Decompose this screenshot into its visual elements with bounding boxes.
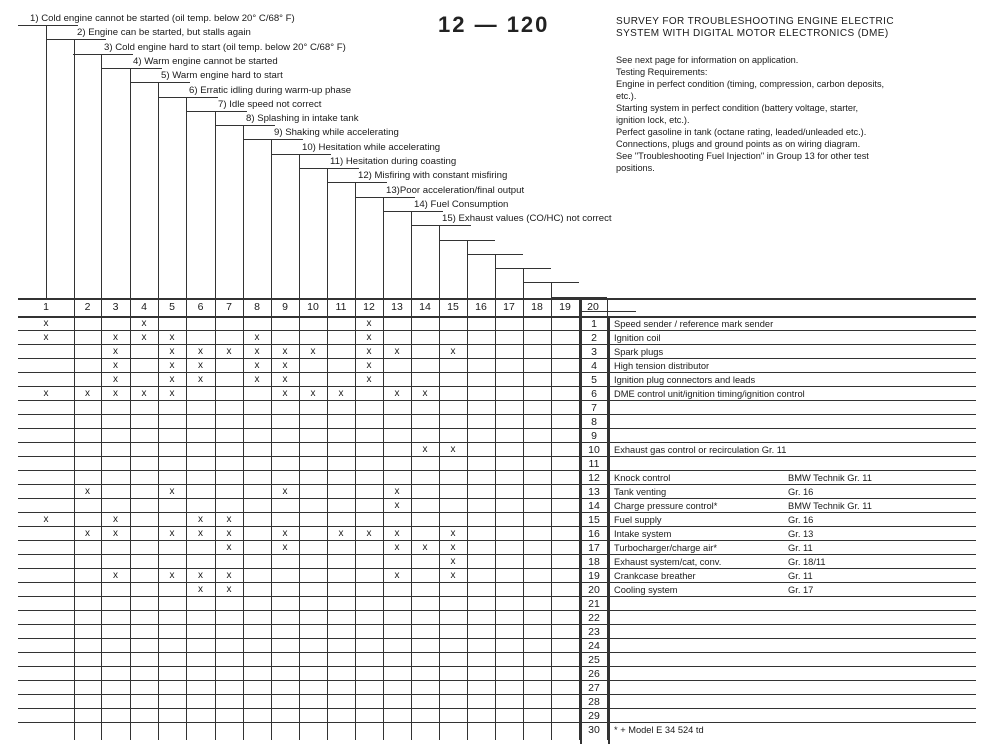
component-reference: Gr. 11	[788, 571, 813, 581]
matrix-mark: x	[198, 374, 203, 385]
component-number: 23	[588, 626, 600, 638]
column-guide-line	[271, 139, 272, 298]
matrix-mark: x	[43, 514, 49, 525]
matrix-mark: x	[282, 346, 288, 357]
column-header: 4	[141, 301, 147, 313]
matrix-mark: x	[226, 514, 232, 525]
matrix-mark: x	[366, 528, 372, 539]
component-number: 3	[591, 346, 597, 358]
column-guide-line	[74, 39, 75, 298]
matrix-mark: x	[141, 332, 147, 343]
symptom-bracket-line	[355, 197, 415, 198]
component-number: 13	[588, 486, 600, 498]
column-header: 14	[419, 301, 431, 313]
symptom-label: 6) Erratic idling during warm-up phase	[189, 84, 352, 96]
component-name: Tank venting	[614, 487, 667, 497]
component-number: 21	[588, 598, 600, 610]
grid-column-line	[130, 298, 131, 740]
component-number: 15	[588, 514, 600, 526]
matrix-mark: x	[394, 542, 400, 553]
component-number: 5	[591, 374, 597, 386]
symptom-label: 12) Misfiring with constant misfiring	[358, 170, 508, 182]
symptom-label: 11) Hesitation during coasting	[330, 156, 457, 167]
column-header: 1	[43, 301, 49, 313]
component-row-line	[580, 610, 976, 611]
matrix-mark: x	[85, 486, 90, 497]
symptom-label: 3) Cold engine hard to start (oil temp. below 20° C/68° F)	[104, 41, 346, 53]
document-title	[616, 16, 894, 40]
component-number: 17	[588, 542, 600, 554]
matrix-mark: x	[394, 346, 400, 357]
page-number: 12 — 120	[438, 12, 550, 37]
component-name: * + Model E 34 524 td	[614, 725, 704, 735]
matrix-mark: x	[198, 360, 203, 371]
component-reference: Gr. 16	[788, 487, 814, 497]
note-line: positions.	[616, 163, 655, 173]
component-number: 1	[591, 318, 597, 330]
symptom-label: 10) Hesitation while accelerating	[302, 141, 441, 153]
component-number: 10	[588, 444, 600, 456]
grid-column-line	[495, 298, 496, 740]
matrix-mark: x	[254, 346, 260, 357]
symptom-label: 5) Warm engine hard to start	[161, 70, 283, 82]
column-guide-line	[495, 254, 496, 298]
matrix-mark: x	[338, 528, 344, 539]
component-number: 30	[588, 724, 600, 736]
component-number: 28	[588, 696, 600, 708]
matrix-mark: x	[394, 388, 400, 399]
component-name: Crankcase breather	[614, 571, 696, 581]
matrix-mark: x	[198, 584, 203, 595]
grid-column-line	[467, 298, 468, 740]
matrix-mark: x	[450, 570, 456, 581]
component-name: Cooling system	[614, 585, 678, 595]
column-guide-line	[46, 25, 47, 298]
matrix-mark: x	[450, 542, 456, 553]
matrix-mark: x	[169, 528, 175, 539]
component-number: 6	[591, 388, 597, 400]
component-reference: Gr. 13	[788, 529, 814, 539]
component-number: 4	[591, 360, 597, 372]
matrix-mark: x	[113, 528, 118, 539]
component-row-line	[580, 680, 976, 681]
component-name: Ignition coil	[614, 333, 661, 343]
matrix-mark: x	[422, 444, 428, 455]
column-header: 8	[254, 301, 260, 313]
matrix-mark: x	[43, 332, 49, 343]
column-header: 16	[475, 301, 487, 313]
grid-column-line	[74, 298, 75, 740]
matrix-mark: x	[338, 388, 344, 399]
component-number: 11	[588, 458, 600, 470]
symptom-label: 4) Warm engine cannot be started	[133, 55, 278, 67]
component-reference: BMW Technik Gr. 11	[788, 473, 872, 483]
column-header: 20	[587, 301, 599, 313]
matrix-mark: x	[422, 388, 428, 399]
column-guide-line	[243, 125, 244, 298]
matrix-mark: x	[226, 542, 232, 553]
column-guide-line	[467, 240, 468, 299]
testing-notes	[616, 54, 956, 174]
matrix-mark: x	[282, 528, 288, 539]
component-number: 18	[588, 556, 600, 568]
component-number: 9	[591, 430, 597, 442]
column-guide-line	[158, 82, 159, 298]
column-guide-line	[215, 111, 216, 298]
matrix-mark: x	[198, 528, 203, 539]
symptom-label: 2) Engine can be started, but stalls again	[77, 27, 251, 39]
matrix-mark: x	[43, 388, 49, 399]
note-line: Testing Requirements:	[616, 67, 708, 77]
component-reference: Gr. 11	[788, 543, 813, 553]
symptom-bracket-line	[102, 68, 162, 69]
note-line: etc.).	[616, 91, 637, 101]
matrix-mark: x	[282, 360, 288, 371]
matrix-mark: x	[254, 360, 260, 371]
symptom-bracket-line	[243, 139, 303, 140]
matrix-mark: x	[198, 514, 203, 525]
symptom-bracket-line	[411, 225, 471, 226]
matrix-mark: x	[169, 388, 175, 399]
note-line: Engine in perfect condition (timing, compression, carbon deposits,	[616, 79, 885, 89]
matrix-mark: x	[113, 332, 118, 343]
column-header: 13	[391, 301, 403, 313]
grid-header-border	[18, 316, 976, 318]
component-number: 16	[588, 528, 600, 540]
component-name: High tension distributor	[614, 361, 710, 371]
matrix-mark: x	[282, 374, 288, 385]
component-number: 27	[588, 682, 600, 694]
grid-column-line	[299, 298, 300, 740]
symptom-label: 14) Fuel Consumption	[414, 198, 509, 210]
symptom-label: 7) Idle speed not correct	[218, 98, 322, 110]
matrix-mark: x	[226, 528, 232, 539]
column-guide-line	[101, 54, 102, 298]
column-header: 18	[531, 301, 543, 313]
matrix-mark: x	[394, 500, 400, 511]
matrix-mark: x	[169, 570, 175, 581]
matrix-mark: x	[226, 584, 232, 595]
matrix-mark: x	[113, 360, 118, 371]
component-row-line	[580, 708, 976, 709]
note-line: Connections, plugs and ground points as on wiring diagram.	[616, 139, 861, 149]
matrix-mark: x	[394, 528, 400, 539]
component-number: 19	[588, 570, 600, 582]
component-number: 20	[588, 584, 600, 596]
symptom-bracket-line	[130, 82, 190, 83]
symptom-label: 9) Shaking while accelerating	[274, 127, 399, 139]
matrix-mark: x	[254, 332, 260, 343]
matrix-mark: x	[366, 360, 372, 371]
component-row-line	[580, 414, 976, 415]
symptom-label: 8) Splashing in intake tank	[246, 113, 359, 125]
matrix-mark: x	[169, 374, 175, 385]
component-name: Fuel supply	[614, 515, 662, 525]
grid-column-line	[327, 298, 328, 740]
note-line: ignition lock, etc.).	[616, 115, 690, 125]
matrix-mark: x	[226, 346, 232, 357]
matrix-mark: x	[85, 388, 90, 399]
matrix-mark: x	[113, 346, 118, 357]
component-name: Exhaust gas control or recirculation Gr. 11	[614, 445, 787, 455]
matrix-mark: x	[422, 542, 428, 553]
matrix-mark: x	[85, 528, 90, 539]
component-name: Ignition plug connectors and leads	[614, 375, 756, 385]
symptom-bracket-line	[158, 97, 218, 98]
component-reference: BMW Technik Gr. 11	[788, 501, 872, 511]
column-header: 17	[503, 301, 515, 313]
column-guide-line	[355, 182, 356, 298]
matrix-mark: x	[198, 346, 203, 357]
column-header: 11	[335, 301, 347, 313]
component-reference: Gr. 16	[788, 515, 814, 525]
symptom-bracket-line	[271, 154, 331, 155]
grid-column-line	[383, 298, 384, 740]
column-guide-line	[130, 68, 131, 298]
note-line: See "Troubleshooting Fuel Injection" in Group 13 for other test	[616, 151, 869, 161]
matrix-mark: x	[169, 486, 175, 497]
column-header: 9	[282, 301, 288, 313]
component-number: 7	[591, 402, 597, 414]
matrix-mark: x	[113, 514, 118, 525]
symptom-bracket-line	[327, 182, 387, 183]
matrix-mark: x	[198, 570, 203, 581]
matrix-mark: x	[169, 346, 175, 357]
matrix-mark: x	[366, 374, 372, 385]
grid-column-line	[411, 298, 412, 740]
component-number: 2	[591, 332, 597, 344]
component-row-line	[580, 652, 976, 653]
grid-column-line	[523, 298, 524, 740]
component-number: 24	[588, 640, 600, 652]
matrix-mark: x	[169, 360, 175, 371]
symptom-label: 15) Exhaust values (CO/HC) not correct	[442, 213, 612, 225]
component-name: Turbocharger/charge air*	[614, 543, 718, 553]
matrix-mark: x	[282, 388, 288, 399]
grid-column-line	[439, 298, 440, 740]
component-name: Spark plugs	[614, 347, 664, 357]
matrix-mark: x	[450, 528, 456, 539]
component-name: Charge pressure control*	[614, 501, 718, 511]
symptom-bracket-line	[383, 211, 443, 212]
symptom-bracket-line	[18, 25, 78, 26]
matrix-mark: x	[366, 346, 372, 357]
matrix-mark: x	[113, 374, 118, 385]
matrix-mark: x	[113, 388, 118, 399]
note-line: Starting system in perfect condition (battery voltage, starter,	[616, 103, 859, 113]
column-guide-line	[439, 225, 440, 298]
column-header: 10	[307, 301, 319, 313]
symptom-bracket-line	[187, 111, 247, 112]
column-guide-line	[327, 168, 328, 298]
note-line: See next page for information on application.	[616, 55, 799, 65]
matrix-mark: x	[282, 486, 288, 497]
column-header: 7	[226, 301, 232, 313]
matrix-mark: x	[43, 318, 49, 329]
matrix-mark: x	[141, 318, 147, 329]
title-line: SYSTEM WITH DIGITAL MOTOR ELECTRONICS (DME)	[616, 28, 889, 39]
component-name: Intake system	[614, 529, 672, 539]
column-header: 19	[559, 301, 571, 313]
matrix-mark: x	[366, 318, 372, 329]
matrix-mark: x	[394, 570, 400, 581]
symptom-bracket-line	[46, 39, 106, 40]
column-header: 15	[447, 301, 459, 313]
component-name: Exhaust system/cat, conv.	[614, 557, 722, 567]
matrix-mark: x	[310, 388, 316, 399]
matrix-mark: x	[394, 486, 400, 497]
symptom-bracket-line	[299, 168, 359, 169]
note-line: Perfect gasoline in tank (octane rating, leaded/unleaded etc.).	[616, 127, 867, 137]
component-row-line	[580, 666, 976, 667]
matrix-mark: x	[450, 556, 456, 567]
title-line: SURVEY FOR TROUBLESHOOTING ENGINE ELECTRIC	[616, 16, 894, 27]
column-header: 2	[84, 301, 91, 313]
column-guide-line	[299, 154, 300, 298]
component-name: Knock control	[614, 473, 671, 483]
matrix-mark: x	[254, 374, 260, 385]
component-row-line	[580, 638, 976, 639]
component-number: 12	[588, 472, 600, 484]
matrix-mark: x	[169, 332, 175, 343]
component-reference: Gr. 18/11	[788, 557, 826, 567]
component-row-line	[580, 624, 976, 625]
symptom-bracket-line	[73, 54, 133, 55]
symptom-label: 1) Cold engine cannot be started (oil temp. below 20° C/68° F)	[30, 13, 295, 24]
component-number: 14	[588, 500, 600, 512]
component-number: 26	[588, 668, 600, 680]
matrix-mark: x	[282, 542, 288, 553]
symptom-bracket-line	[215, 125, 275, 126]
column-header: 3	[112, 301, 119, 313]
component-name: DME control unit/ignition timing/ignition control	[614, 389, 805, 399]
symptom-label: 13)Poor acceleration/final output	[386, 184, 525, 196]
column-guide-line	[551, 282, 552, 298]
column-guide-line	[411, 211, 412, 298]
component-number: 29	[588, 710, 600, 722]
matrix-mark: x	[450, 444, 456, 455]
column-header: 6	[197, 301, 204, 313]
column-guide-line	[186, 97, 187, 299]
component-number: 22	[588, 612, 600, 624]
column-header: 5	[169, 301, 175, 313]
component-reference: Gr. 17	[788, 585, 814, 595]
matrix-mark: x	[141, 388, 147, 399]
component-number-divider	[608, 316, 610, 744]
component-row-line	[580, 428, 976, 429]
matrix-mark: x	[113, 570, 118, 581]
component-row-line	[580, 694, 976, 695]
component-number: 8	[591, 416, 597, 428]
matrix-mark: x	[450, 346, 456, 357]
component-number: 25	[588, 654, 600, 666]
component-name: Speed sender / reference mark sender	[614, 319, 774, 329]
matrix-mark: x	[366, 332, 372, 343]
matrix-mark: x	[226, 570, 232, 581]
matrix-mark: x	[310, 346, 316, 357]
grid-column-line	[551, 298, 552, 740]
column-header: 12	[363, 301, 375, 313]
